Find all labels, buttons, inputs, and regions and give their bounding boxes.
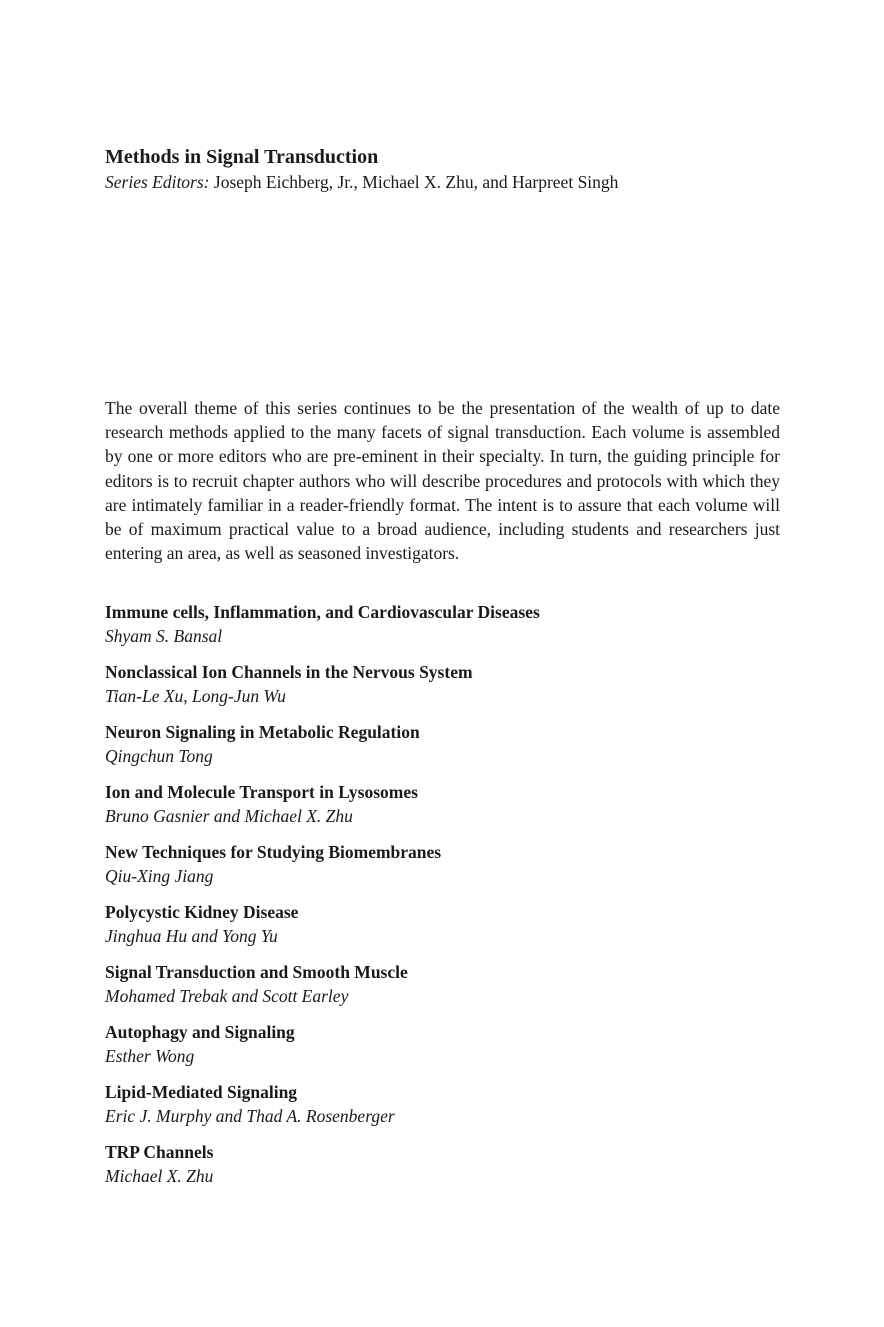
book-title: Autophagy and Signaling [105, 1022, 295, 1042]
book-title: Lipid-Mediated Signaling [105, 1082, 298, 1102]
book-entry [105, 660, 780, 720]
book-entry [105, 720, 780, 780]
series-editors-label: Series Editors: [105, 172, 210, 192]
book-entry [105, 960, 780, 1020]
book-title: Signal Transduction and Smooth Muscle [105, 962, 408, 982]
book-authors: Qiu-Xing Jiang [105, 866, 214, 886]
book-title: Neuron Signaling in Metabolic Regulation [105, 722, 420, 742]
book-title: Ion and Molecule Transport in Lysosomes [105, 782, 418, 802]
book-entry [105, 780, 780, 840]
book-authors: Esther Wong [105, 1046, 195, 1066]
book-authors: Mohamed Trebak and Scott Earley [105, 986, 349, 1006]
book-title: Polycystic Kidney Disease [105, 902, 299, 922]
book-authors: Jinghua Hu and Yong Yu [105, 926, 278, 946]
book-title: Immune cells, Inflammation, and Cardiovascular Diseases [105, 602, 540, 622]
book-title: Nonclassical Ion Channels in the Nervous System [105, 662, 473, 682]
book-entry [105, 1080, 780, 1140]
book-authors: Shyam S. Bansal [105, 626, 223, 646]
book-title: New Techniques for Studying Biomembranes [105, 842, 442, 862]
book-authors: Qingchun Tong [105, 746, 213, 766]
book-entry [105, 600, 780, 660]
book-authors: Michael X. Zhu [105, 1166, 214, 1186]
book-entry [105, 840, 780, 900]
book-authors: Eric J. Murphy and Thad A. Rosenberger [105, 1106, 395, 1126]
series-header [105, 144, 780, 194]
series-description: The overall theme of this series continues to be the presentation of the wealth of up to date research methods applied to the many facets of signal transduction. Each volume is assembled by one or more editors who are pre-eminent in their specialty. In turn, the guiding principle for editors is to recruit chapter authors who will describe procedures and protocols with which they are intimately familiar in a reader-friendly format. The intent is to assure that each volume will be of maximum practical value to a broad audience, including students and researchers just entering an area, as well as seasoned investigators. [105, 398, 780, 564]
series-editors-names: Joseph Eichberg, Jr., Michael X. Zhu, and Harpreet Singh [209, 172, 619, 192]
book-authors: Bruno Gasnier and Michael X. Zhu [105, 806, 353, 826]
book-entry [105, 900, 780, 960]
series-editors [105, 170, 780, 194]
book-title: TRP Channels [105, 1142, 214, 1162]
book-entry [105, 1140, 780, 1200]
book-list [105, 600, 780, 1200]
series-title: Methods in Signal Transduction [105, 146, 379, 168]
book-authors: Tian-Le Xu, Long-Jun Wu [105, 686, 286, 706]
book-entry [105, 1020, 780, 1080]
